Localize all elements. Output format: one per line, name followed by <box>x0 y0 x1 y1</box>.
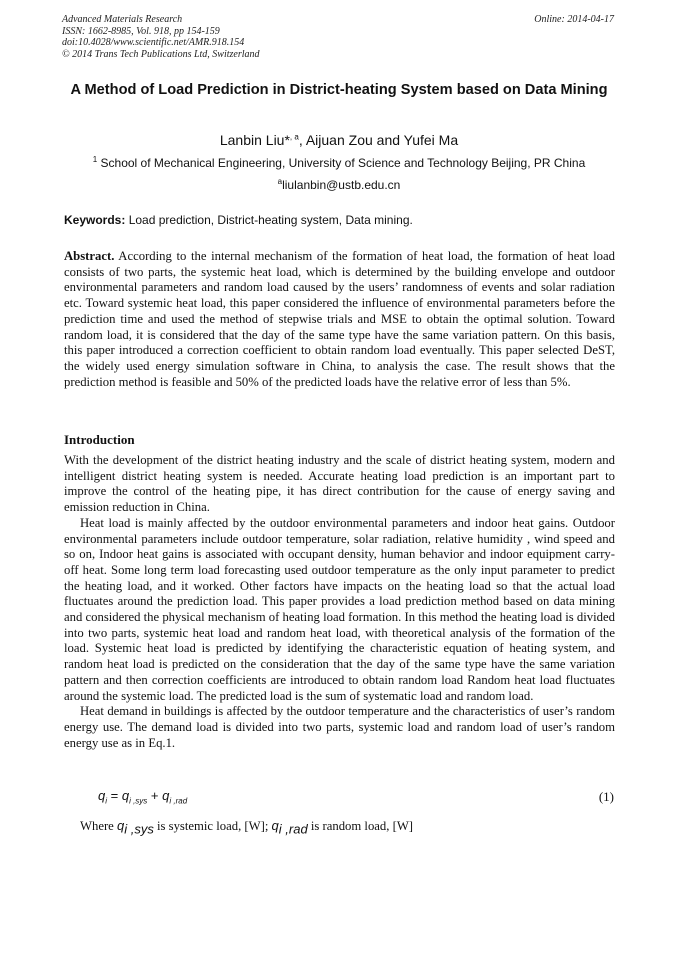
author-email <box>62 178 616 193</box>
abstract-text: According to the internal mechanism of the formation of heat load, the formation of heat load consists of two parts, the systemic heat load, which is determined by the building envelope and outdoor environmental parameters and random load caused by the users’ randomness of events and solar radiation etc. Toward systemic heat load, this paper considered the influence of environmental parameters before the prediction time and used the method of stepwise trials and MSE to obtain the optimal solution. Toward random load, it is considered that the day of the same type have the same variation pattern. On this basis, this paper introduced a correction coefficient to obtain random load eventually. This paper selected DeST, the widely used energy simulation software in China, to analysis the case. The result shows that the prediction method is feasible and 50% of the predicted loads have the relative error of less than 5%. <box>64 249 615 389</box>
eq-lhs: q <box>98 788 106 803</box>
author-1: Lanbin Liu* <box>219 132 290 148</box>
section-heading-introduction: Introduction <box>64 432 135 447</box>
where-symbol-2: q <box>271 818 279 833</box>
affiliation-text: School of Mechanical Engineering, University of Science and Technology Beijing, PR China <box>97 156 586 170</box>
eq-term-2-sub: i ,rad <box>169 796 188 806</box>
intro-paragraph-1: With the development of the district heating industry and the scale of district heating system, modern and intelligent district heating system is needed. Accurate heating load prediction is an important part to improve the control of the heating pipe, it has direct contribution for the cause of energy saving and emission reduction in China. <box>64 453 615 515</box>
copyright-line: © 2014 Trans Tech Publications Ltd, Switzerland <box>62 48 260 60</box>
affiliation <box>62 156 616 171</box>
equation-1 <box>98 788 187 806</box>
where-symbol-1: q <box>116 818 125 833</box>
author-others: , Aijuan Zou and Yufei Ma <box>298 132 459 148</box>
abstract <box>64 249 615 390</box>
eq-term-1-sub: i ,sys <box>129 796 148 806</box>
where-text-3: is random load, [W] <box>307 819 414 833</box>
eq-equals: = <box>107 788 122 803</box>
where-symbol-2-sub: i ,rad <box>278 821 308 837</box>
abstract-label: Abstract. <box>64 249 115 263</box>
keywords <box>64 213 616 228</box>
email-text: liulanbin@ustb.edu.cn <box>282 178 401 192</box>
online-date: Online: 2014-04-17 <box>534 14 614 25</box>
equation-definitions <box>80 818 413 837</box>
where-text-2: is systemic load, [W]; <box>153 819 272 833</box>
where-symbol-1-sub: i ,sys <box>124 821 154 837</box>
author-1-marker: , a <box>289 132 299 142</box>
paper-title: A Method of Load Prediction in District-heating System based on Data Mining <box>70 82 608 98</box>
eq-term-2: q <box>162 788 170 803</box>
eq-plus: + <box>147 788 163 803</box>
keywords-label: Keywords: <box>64 213 126 227</box>
intro-paragraph-3: Heat demand in buildings is affected by the outdoor temperature and the characteristics of user’s random energy use. The demand load is divided into two parts, systemic load and random load of user’s random energy use as in Eq.1. <box>64 704 615 750</box>
author-line <box>62 131 616 149</box>
equation-number: (1) <box>598 789 614 804</box>
where-text-1: Where <box>80 819 117 833</box>
introduction-body <box>64 453 615 751</box>
journal-header <box>62 14 260 60</box>
intro-paragraph-2: Heat load is mainly affected by the outdoor environmental parameters and indoor heat gains. Outdoor environmental parameters include outdoor temperature, solar radiation, relative humidity , wind speed and so on, Indoor heat gains is associated with occupant density, human behavior and indoor equipment carry-off heat. Some long term load forecasting used outdoor temperature as the only input parameter to predict the heating load, and it worked. Other factors have impacts on the heating load so that the actual load fluctuates around the prediction load. This paper provides a load prediction method based on data mining and considered the physical mechanism of heating load formation. In this method the heating load is divided into two parts, systemic heat load and random heat load, with theoretical analysis of the formation of the load. Systemic heat load is predicted by identifying the characteristic equation of heating system, and random heat load is predicted on the consideration that the day of the same type have the same variation pattern and then correction coefficients are introduced to obtain random load Random heat load fluctuates around the systemic load. The predicted load is the sum of systematic load and random load. <box>64 515 615 703</box>
email-marker: a <box>277 177 283 186</box>
issn-line: ISSN: 1662-8985, Vol. 918, pp 154-159 <box>62 25 220 37</box>
keywords-text: Load prediction, District-heating system, Data mining. <box>125 213 413 227</box>
eq-term-1: q <box>121 788 130 803</box>
eq-lhs-sub: i <box>105 796 108 806</box>
doi-line: doi:10.4028/www.scientific.net/AMR.918.154 <box>62 37 245 48</box>
affiliation-marker: 1 <box>92 155 98 164</box>
journal-name: Advanced Materials Research <box>62 14 183 25</box>
